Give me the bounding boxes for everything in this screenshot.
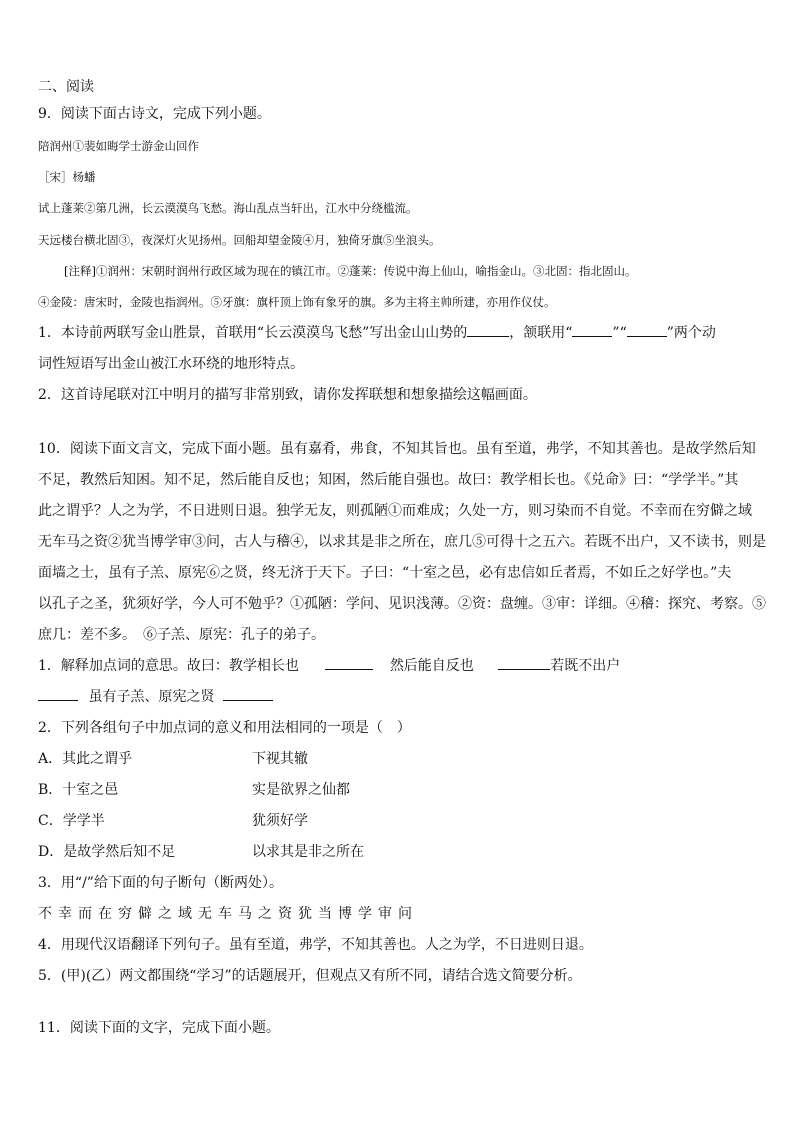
- poem-author: ［宋］杨蟠: [38, 170, 96, 184]
- q10-sub3: 3．用“/”给下面的句子断句（断两处）。: [38, 875, 283, 891]
- q10-sub4: 4．用现代汉语翻译下列句子。虽有至道，弗学，不知其善也。人之为学，不日进则日退。: [38, 937, 593, 953]
- answer-blank[interactable]: [572, 324, 612, 337]
- option-c-right: 犹须好学: [252, 813, 308, 829]
- option-c[interactable]: [38, 812, 308, 830]
- q10-sub1-line1: [38, 657, 620, 675]
- answer-blank[interactable]: [627, 324, 667, 337]
- poem-note-2: ④金陵：唐宋时，金陵也指润州。⑤牙旗：旗杆顶上饰有象牙的旗。多为主将主帅所建，亦用作仪仗。: [38, 295, 556, 309]
- q10-sub2: 2．下列各组句子中加点词的意义和用法相同的一项是（ ）: [38, 720, 411, 736]
- q9-sub1-text-b: ，颔联用“: [509, 325, 573, 341]
- option-b[interactable]: [38, 781, 350, 799]
- option-a[interactable]: [38, 750, 308, 768]
- poem-title: 陪润州①裴如晦学士游金山回作: [38, 139, 199, 153]
- q9-sub1-text-c: ”“: [612, 325, 627, 341]
- poem-note-1: [注释]①润州：宋朝时润州行政区域为现在的镇江市。②蓬莱：传说中海上仙山，喻指金山。③北固：指北固山。: [64, 264, 637, 278]
- answer-blank[interactable]: [467, 324, 509, 337]
- q10-sub1-text-d: 虽有子羔、原宪之贤: [88, 689, 215, 705]
- option-d-right: 以求其是非之所在: [252, 844, 364, 860]
- answer-blank[interactable]: [498, 657, 550, 670]
- q10-sub1-text-a: 1．解释加点词的意思。故曰：教学相长也: [38, 658, 299, 674]
- answer-blank[interactable]: [38, 688, 78, 701]
- q10-passage-line-3: 此之谓乎？人之为学，不日进则日退。独学无友，则孤陋①而难成；久处一方，则习染而不自觉。不幸而在穷僻之域: [38, 503, 752, 519]
- q10-passage-line-6: 以孔子之圣，犹须好学，今人可不勉乎？①孤陋：学问、见识浅薄。②资：盘缠。③审：详细。④稽：探究、考察。⑤: [38, 596, 766, 612]
- q10-passage-line-7: 庶几：差不多。 ⑥子羔、原宪：孔子的弟子。: [38, 627, 325, 643]
- poem-line-1: 试上蓬莱②第几洲，长云漠漠鸟飞愁。海山乱点当轩出，江水中分绕槛流。: [38, 201, 418, 215]
- answer-blank[interactable]: [325, 657, 373, 670]
- q10-passage-line-2: 不足，教然后知困。知不足，然后能自反也；知困，然后能自强也。故曰：教学相长也。《兑命》曰：“学学半。”其: [38, 472, 739, 488]
- option-d-left: D．是故学然后知不足: [38, 844, 176, 860]
- option-b-left: B．十室之邑: [38, 782, 119, 798]
- q10-passage-line-4: 无车马之资②犹当博学审③问，古人与稽④，以求其是非之所在，庶几⑤可得十之五六。若既不出户，又不读书，则是: [38, 534, 766, 550]
- option-a-right: 下视其辙: [252, 751, 308, 767]
- q9-intro: 9．阅读下面古诗文，完成下列小题。: [38, 106, 271, 122]
- option-c-left: C．学学半: [38, 813, 105, 829]
- q10-sub1-line2: [38, 688, 273, 706]
- q10-sub1-text-c: 若既不出户: [550, 658, 621, 674]
- option-d[interactable]: [38, 843, 364, 861]
- answer-blank[interactable]: [223, 688, 273, 701]
- section-title: 二、阅读: [38, 79, 94, 95]
- q11-intro: 11．阅读下面的文字，完成下面小题。: [38, 1020, 280, 1036]
- q9-sub1-text-d: ”两个动: [666, 325, 716, 341]
- q9-sub1-line2: 词性短语写出金山被江水环绕的地形特点。: [38, 356, 304, 372]
- q10-passage-line-1: 10．阅读下面文言文，完成下面小题。虽有嘉肴，弗食，不知其旨也。虽有至道，弗学，不知其善也。是故学然后知: [38, 441, 756, 457]
- option-b-right: 实是欲界之仙都: [252, 782, 350, 798]
- q10-sub3-sentence: 不幸而在穷僻之域无车马之资犹当博学审问: [38, 906, 418, 922]
- q9-sub1-text-a: 1．本诗前两联写金山胜景，首联用“长云漠漠鸟飞愁”写出金山山势的: [38, 325, 468, 341]
- q9-sub1-line1: [38, 324, 716, 342]
- poem-line-2: 天远楼台横北固③，夜深灯火见扬州。回船却望金陵④月，独倚牙旗⑤坐浪头。: [38, 233, 441, 247]
- q9-sub2: 2．这首诗尾联对江中明月的描写非常别致，请你发挥联想和想象描绘这幅画面。: [38, 387, 537, 403]
- q10-sub5: 5．(甲)(乙）两文都围绕“学习”的话题展开，但观点又有所不同，请结合选文简要分析。: [38, 968, 582, 984]
- q10-sub1-text-b: 然后能自反也: [389, 658, 474, 674]
- q10-passage-line-5: 面墙之士，虽有子羔、原宪⑥之贤，终无济于天下。子曰：“十室之邑，必有忠信如丘者焉，不如丘之好学也。”夫: [38, 565, 732, 581]
- option-a-left: A．其此之谓乎: [38, 751, 133, 767]
